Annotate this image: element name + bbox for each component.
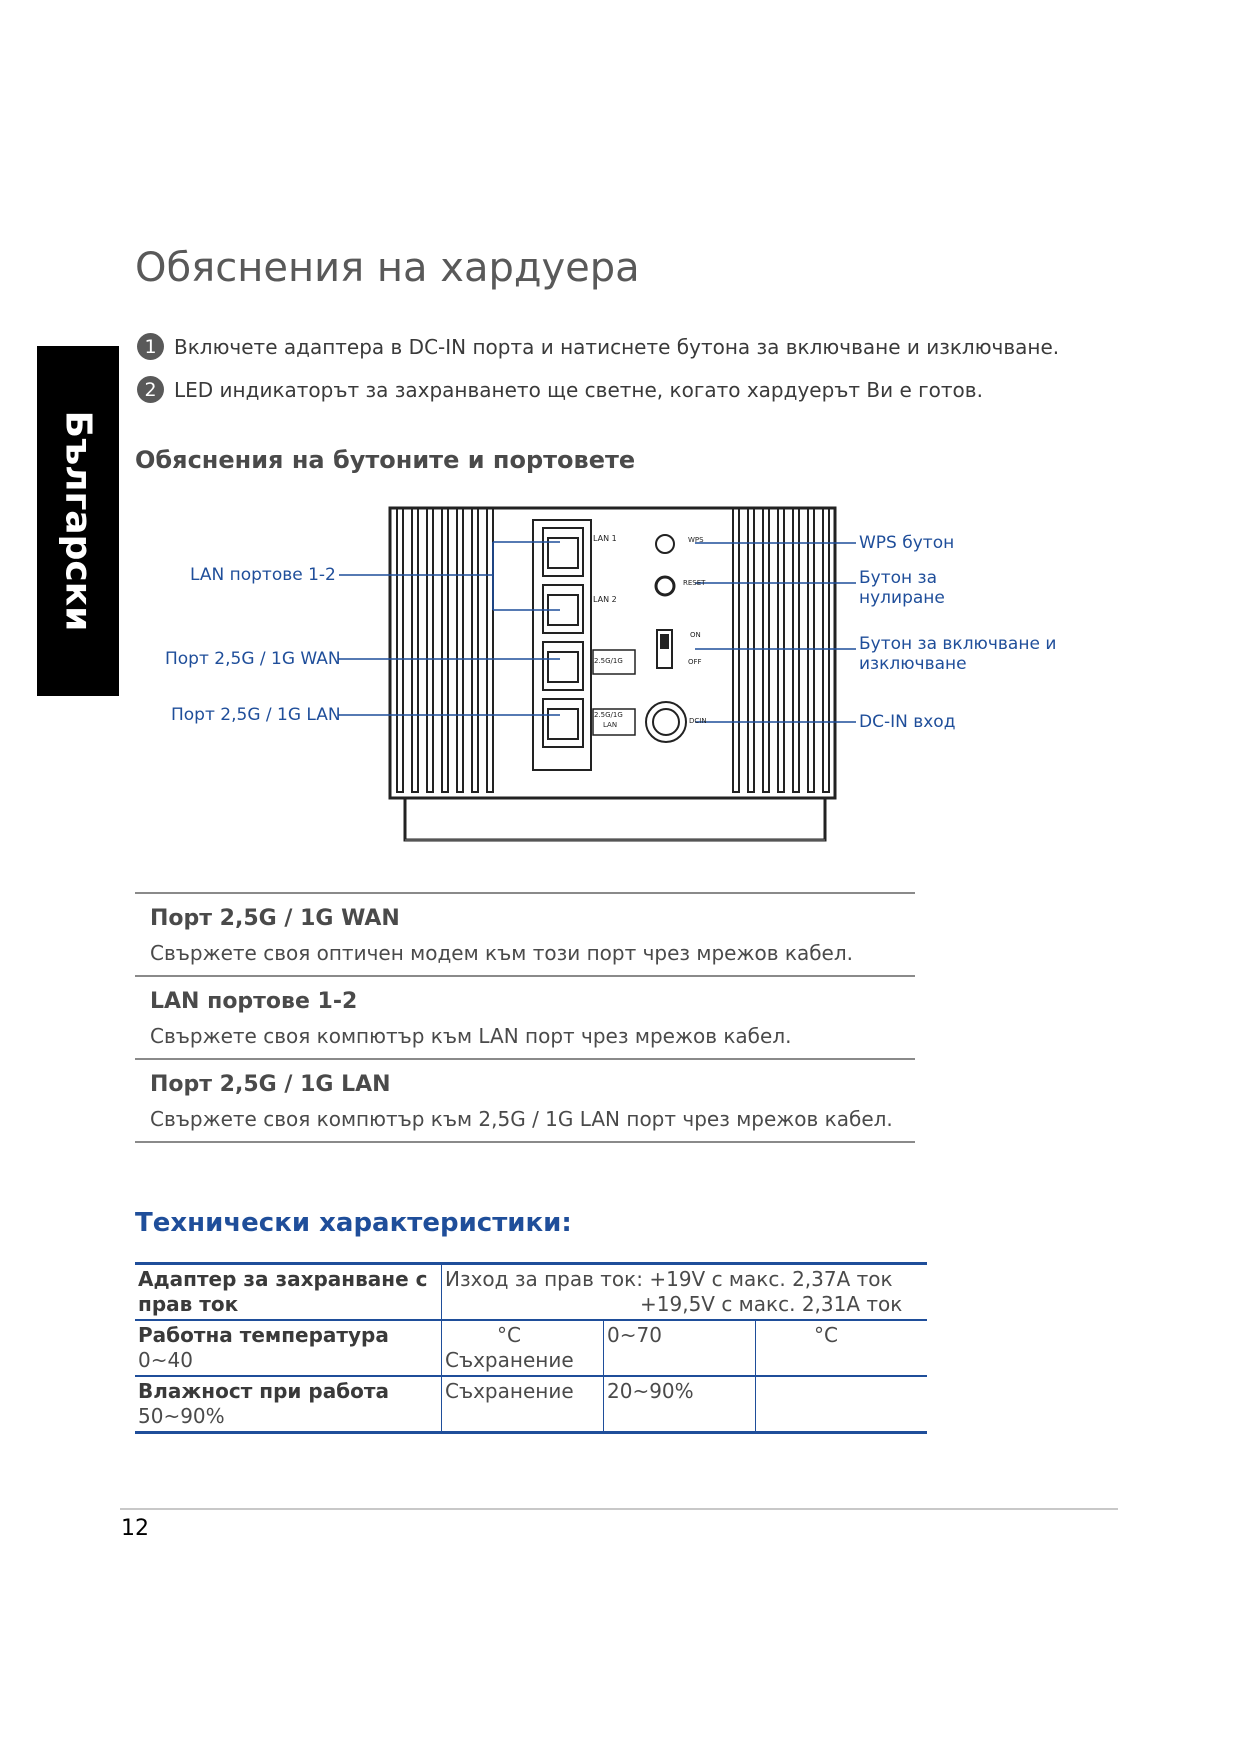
device-label-wan-tag: 2.5G/1G [594,657,623,665]
device-label-lan-tag-2: LAN [603,721,618,729]
port-row-heading: Порт 2,5G / 1G WAN [150,906,400,931]
buttons-ports-heading: Обяснения на бутоните и портовете [135,446,636,474]
spec-adapter-label-text: Адаптер за захранване с прав ток [138,1267,428,1316]
device-label-dcin: DCIN [689,717,707,725]
device-label-reset: RESET [683,579,706,587]
spec-adapter-value [442,1264,928,1321]
port-row-heading: Порт 2,5G / 1G LAN [150,1072,391,1097]
spec-humidity-storage-label: Съхранение [445,1379,574,1403]
spec-temp-storage-unit [756,1320,928,1376]
spec-empty-cell [756,1376,928,1433]
device-label-off: OFF [688,658,702,666]
footer-rule [120,1508,1118,1510]
spec-temp-label [135,1320,442,1376]
spec-humidity-value: 50~90% [138,1404,225,1428]
spec-temp-storage-label: Съхранение [445,1348,574,1372]
step-2 [137,376,983,403]
port-row-heading: LAN портове 1-2 [150,989,358,1014]
page-number: 12 [121,1516,149,1541]
spec-temp-label-text: Работна температура [138,1323,389,1347]
ports-description-table [135,892,915,1143]
step-1 [137,333,1059,360]
label-dcin: DC-IN вход [859,712,956,732]
spec-temp-storage-unit-text: °C [814,1323,838,1347]
tech-specs-table [135,1262,927,1434]
step-1-text: Включете адаптера в DC-IN порта и натиснете бутона за включване и изключване. [174,334,1060,359]
port-row-description: Свържете своя компютър към 2,5G / 1G LAN порт чрез мрежов кабел. [150,1107,893,1131]
spec-temp-storage-range: 0~70 [607,1323,662,1347]
spec-temp-storage-value [604,1320,756,1376]
spec-temp-value: 0~40 [138,1348,193,1372]
spec-humidity-storage-value [604,1376,756,1433]
spec-row-adapter [135,1264,927,1321]
label-reset-button: Бутон за нулиране [859,568,945,608]
step-2-number: 2 [137,376,164,403]
spec-humidity-label-text: Влажност при работа [138,1379,389,1403]
page-title: Обяснения на хардуера [135,245,640,291]
spec-humidity-label [135,1376,442,1433]
port-row-description: Свържете своя оптичен модем към този порт чрез мрежов кабел. [150,941,853,965]
step-1-number: 1 [137,333,164,360]
step-2-text: LED индикаторът за захранването ще светне, когато хардуерът Ви е готов. [174,377,983,402]
language-side-tab-label: Български [57,410,99,632]
spec-adapter-line1: Изход за прав ток: +19V с макс. 2,37A ток [445,1267,893,1291]
rear-panel-diagram [135,500,1095,850]
spec-humidity-storage [442,1376,604,1433]
spec-temp-unit: °C [497,1323,521,1347]
spec-adapter-label [135,1264,442,1321]
port-row [135,892,915,975]
port-row-description: Свържете своя компютър към LAN порт чрез мрежов кабел. [150,1024,792,1048]
device-label-on: ON [690,631,701,639]
device-label-wps: WPS [688,536,704,544]
label-wan-port: Порт 2,5G / 1G WAN [165,649,341,669]
device-label-lan-tag-1: 2.5G/1G [594,711,623,719]
device-label-lan1: LAN 1 [593,534,617,543]
port-row [135,975,915,1058]
label-lan-ports: LAN портове 1-2 [190,565,336,585]
spec-humidity-storage-range: 20~90% [607,1379,694,1403]
tech-specs-heading: Технически характеристики: [135,1208,572,1238]
label-lan-2-5g-port: Порт 2,5G / 1G LAN [171,705,341,725]
device-label-lan2: LAN 2 [593,595,617,604]
spec-row-humidity [135,1376,927,1433]
label-wps-button: WPS бутон [859,533,955,553]
label-power-button: Бутон за включване и изключване [859,634,1057,674]
port-row [135,1058,915,1143]
spec-adapter-line2: +19,5V с макс. 2,31A ток [640,1292,903,1316]
spec-temp-storage [442,1320,604,1376]
spec-row-temperature [135,1320,927,1376]
language-side-tab [37,346,119,696]
